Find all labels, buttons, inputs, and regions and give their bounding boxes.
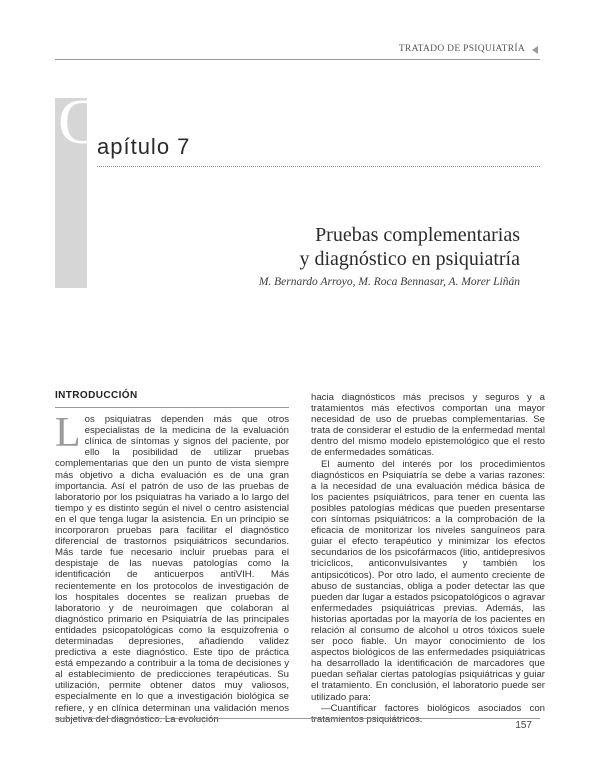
paragraph-text: os psiquiatras dependen más que otros especialistas de la medicina de la evaluación clínica de síntomas y signos del paciente, por ello la posibilidad de utilizar pruebas complementarias que den un punto de vista siempre más objetivo a dicha evaluación es de una gran importancia. Así el patrón de uso de las pruebas de laboratorio por los psiquiatras ha variado a lo largo del tiempo y es distinto según el nivel o centro asistencial en el que tenga lugar la asistencia. En un principio se incorporaron pruebas para facilitar el diagnóstico diferencial de trastornos psiquiátricos secundarios. Más tarde fue necesario incluir pruebas para el despistaje de las nuevas patologías como la identificación de anticuerpos antiVIH. Más recientemente en los protocolos de investigación de los hospitales docentes se realizan pruebas de laboratorio y de neuroimagen que colaboran al diagnóstico primario en Psiquiatría de las principales entidades psicopatológicas como la esquizofrenia o determinadas depresiones, añadiendo validez predictiva a este diagnóstico. Este tipo de práctica está empezando a contribuir a la toma de decisiones y al establecimiento de predicciones terapéuticas. Su utilización, permite obtener datos muy valiosos, especialmente en lo que a investigación biológica se refiere, y en clínica determinan una validación menos subjetiva del diagnóstico. La evolución [55, 414, 289, 725]
page-number: 157 [515, 720, 532, 731]
paragraph: —Cuantificar factores biológicos asociados con tratamientos psiquiátricos. [311, 702, 545, 725]
section-heading: INTRODUCCIÓN [55, 390, 289, 408]
right-column [311, 392, 545, 725]
paragraph [55, 410, 289, 725]
dotted-divider [97, 166, 540, 167]
chapter-title-line-2: y diagnóstico en psiquiatría [299, 248, 520, 270]
authors: M. Bernardo Arroyo, M. Roca Bennasar, A. Morer Liñán [258, 276, 520, 288]
triangle-marker-icon [532, 46, 538, 54]
paragraph: El aumento del interés por los procedimientos diagnósticos en Psiquiatría se debe a varias razones: a la necesidad de una evaluación médica básica de los pacientes psiquiátricos, para tener en cuenta las posibles patologías médicas que pueden presentarse con síntomas psiquiátricos: a la comprobación de la eficacia de monitorizar los niveles sanguíneos para guiar el efecto terapéutico y minimizar los efectos secundarios de los psicofármacos (litio, antidepresivos tricíclicos, anticonvulsivantes y también los antipsicóticos). Por otro lado, el aumento creciente de abuso de sustancias, obliga a poder detectar las que pueden dar lugar a estados psicopatológicos o agravar enfermedades psiquiátricas previas. Además, las historias aportadas por la mayoría de los pacientes en relación al consumo de alcohol u otros tóxicos suele ser poco fiable. Un mayor conocimiento de los aspectos biológicos de las enfermedades psiquiátricas ha desarrollado la identificación de marcadores que puedan señalar ciertas patologías psiquiátricas y guiar el tratamiento. En conclusión, el laboratorio puede ser utilizado para: [311, 458, 545, 703]
footer-rule [55, 718, 540, 719]
running-header [0, 42, 600, 62]
chapter-title-line-1: Pruebas complementarias [315, 224, 520, 246]
header-rule [55, 59, 540, 60]
drop-cap: L [55, 410, 81, 457]
running-title: TRATADO DE PSIQUIATRÍA [398, 44, 525, 54]
chapter-heading: apítulo 7 [97, 134, 191, 159]
chapter-initial: C [58, 86, 101, 157]
chapter-title [299, 223, 520, 271]
paragraph: hacia diagnósticos más precisos y seguros y a tratamientos más efectivos comportan una mayor necesidad de uso de pruebas complementarias. Se trata de considerar el estudio de la enfermedad mental dentro del mismo modelo epistemológico que el resto de enfermedades somáticas. [311, 392, 545, 459]
left-column [55, 390, 289, 725]
body-columns [55, 390, 545, 725]
